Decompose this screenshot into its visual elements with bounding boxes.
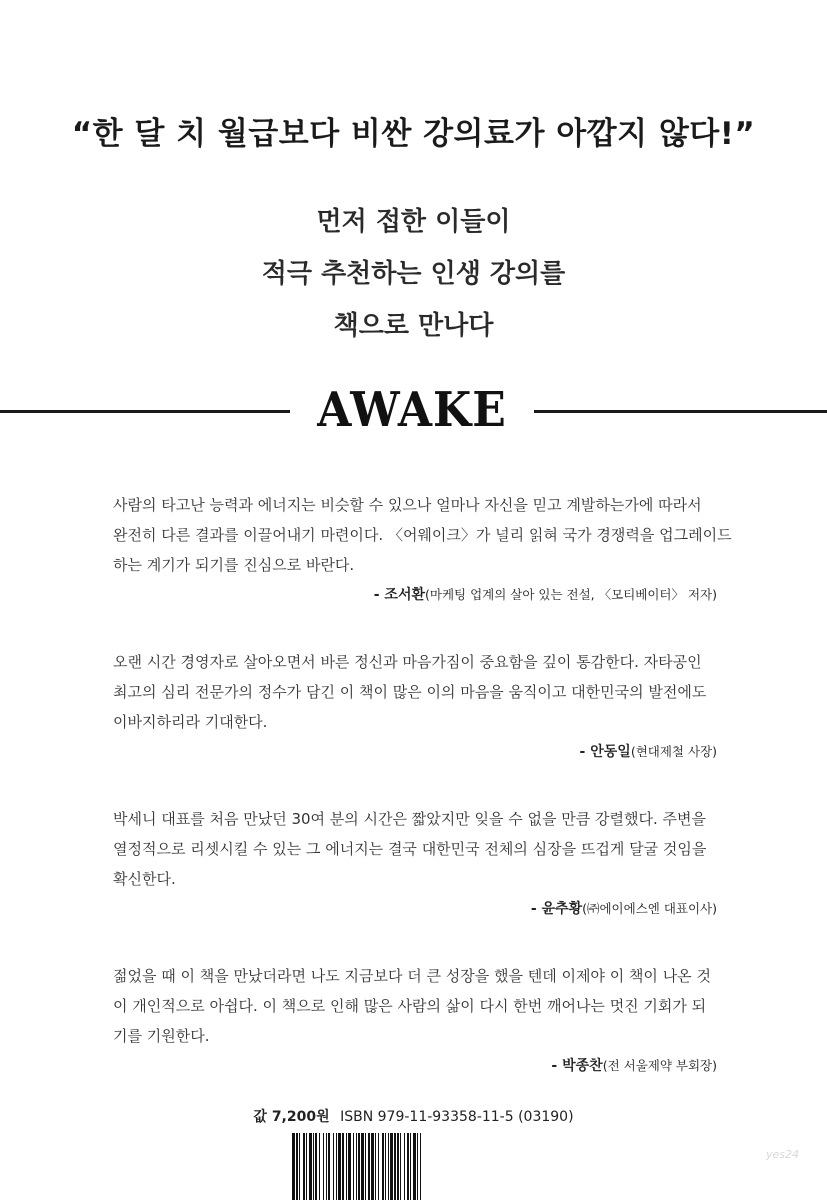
barcode-bar [333, 1133, 334, 1200]
text-line: 오랜 시간 경영자로 살아오면서 바른 정신과 마음가짐이 중요함을 깊이 통감한다. 자타공인 [113, 653, 702, 671]
text-line: 열정적으로 리셋시킬 수 있는 그 에너지는 결국 대한민국 전체의 심장을 뜨겁게 달굴 것임을 [113, 840, 707, 858]
barcode-bar [296, 1133, 298, 1200]
barcode-bar [404, 1133, 405, 1200]
barcode-bar [413, 1133, 416, 1200]
divider-left [0, 410, 290, 413]
barcode-bar [338, 1133, 341, 1200]
text-line: 박세니 대표를 처음 만났던 30여 분의 시간은 짧았지만 잊을 수 없을 만큼 강렬했다. 주변을 [113, 810, 706, 828]
attribution-dash: - [551, 1058, 563, 1074]
barcode [290, 1133, 550, 1200]
endorser-role: (마케팅 업계의 살아 있는 전설, 〈모티베이터〉 저자) [425, 587, 717, 602]
isbn: ISBN 979-11-93358-11-5 (03190) [340, 1109, 574, 1125]
barcode-bar [407, 1133, 409, 1200]
barcode-bar [356, 1133, 357, 1200]
barcode-bar [361, 1133, 364, 1200]
barcode-bar [303, 1133, 305, 1200]
barcode-bar [346, 1133, 347, 1200]
barcode-bar [375, 1133, 376, 1200]
text-line: 이바지하리라 기대한다. [113, 713, 268, 731]
barcode-bar [382, 1133, 384, 1200]
barcode-bar [323, 1133, 324, 1200]
price-isbn [0, 1107, 827, 1127]
subheadline [0, 196, 827, 352]
endorsement [113, 961, 717, 1077]
barcode-bar [306, 1133, 307, 1200]
attribution-dash: - [579, 744, 591, 760]
barcode-bar [336, 1133, 337, 1200]
text-line: 확신한다. [113, 870, 176, 888]
barcode-bar [348, 1133, 351, 1200]
endorser-role: (현대제철 사장) [630, 744, 717, 759]
watermark: yes24 [765, 1148, 799, 1161]
endorsement-attribution [113, 741, 717, 763]
barcode-bar [417, 1133, 418, 1200]
text-line: 젊었을 때 이 책을 만났더라면 나도 지금보다 더 큰 성장을 했을 텐데 이제야 이 책이 나온 것 [113, 967, 711, 985]
barcode-bar [358, 1133, 360, 1200]
barcode-bar [371, 1133, 374, 1200]
barcode-bar [410, 1133, 411, 1200]
barcode-bar [315, 1133, 317, 1200]
text-line: 최고의 심리 전문가의 정수가 담긴 이 책이 많은 이의 마음을 움직이고 대한민국의 발전에도 [113, 683, 707, 701]
barcode-bar [385, 1133, 386, 1200]
barcode-bar [388, 1133, 389, 1200]
endorsement-text [113, 961, 717, 1051]
attribution-dash: - [530, 901, 542, 917]
barcode-bar [368, 1133, 370, 1200]
endorser-role: (전 서울제약 부회장) [602, 1058, 717, 1073]
subhead-line: 책으로 만나다 [333, 311, 494, 341]
barcode-bar [309, 1133, 312, 1200]
endorser-role: (㈜에이에스엔 대표이사) [582, 901, 717, 916]
barcode-bar [328, 1133, 330, 1200]
endorsement [113, 647, 717, 763]
endorser-name: 안동일 [590, 744, 631, 760]
barcode-bar [397, 1133, 399, 1200]
endorsement [113, 490, 732, 606]
text-line: 하는 계기가 되기를 진심으로 바란다. [113, 556, 355, 574]
endorser-name: 조서환 [384, 587, 425, 603]
barcode-bar [420, 1133, 421, 1200]
attribution-dash: - [373, 587, 385, 603]
barcode-bar [394, 1133, 396, 1200]
barcode-bar [400, 1133, 401, 1200]
barcode-bar [313, 1133, 314, 1200]
endorser-name: 박종찬 [562, 1058, 603, 1074]
text-line: 완전히 다른 결과를 이끌어내기 마련이다. 〈어웨이크〉가 널리 읽혀 국가 경쟁력을 업그레이드 [113, 526, 732, 544]
endorsement-text [113, 804, 717, 894]
brand-title: AWAKE [317, 382, 507, 438]
endorsement-attribution [113, 1055, 717, 1077]
subhead-line: 먼저 접한 이들이 [316, 207, 511, 237]
endorsement [113, 804, 717, 920]
text-line: 이 개인적으로 아쉽다. 이 책으로 인해 많은 사람의 삶이 다시 한번 깨어나는 멋진 기회가 되 [113, 997, 707, 1015]
price: 값 7,200원 [253, 1109, 330, 1125]
text-line: 사람의 타고난 능력과 에너지는 비슷할 수 있으나 얼마나 자신을 믿고 계발하는가에 따라서 [113, 496, 702, 514]
endorser-name: 윤추황 [541, 901, 583, 917]
endorsements [113, 490, 732, 1118]
barcode-bar [353, 1133, 354, 1200]
barcode-bar [326, 1133, 327, 1200]
barcode-bar [299, 1133, 300, 1200]
headline: “한 달 치 월급보다 비싼 강의료가 아깝지 않다!” [71, 116, 756, 152]
text-line: 기를 기원한다. [113, 1027, 210, 1045]
barcode-bar [319, 1133, 320, 1200]
subhead-line: 적극 추천하는 인생 강의를 [261, 259, 566, 289]
barcode-bar [342, 1133, 344, 1200]
endorsement-attribution [113, 898, 717, 920]
endorsement-text [113, 490, 732, 580]
brand-banner [0, 382, 827, 438]
barcode-bar [365, 1133, 366, 1200]
endorsement-text [113, 647, 717, 737]
endorsement-attribution [113, 584, 717, 606]
divider-right [534, 410, 827, 413]
barcode-bar [378, 1133, 379, 1200]
barcode-bar [292, 1133, 295, 1200]
barcode-bar [390, 1133, 393, 1200]
